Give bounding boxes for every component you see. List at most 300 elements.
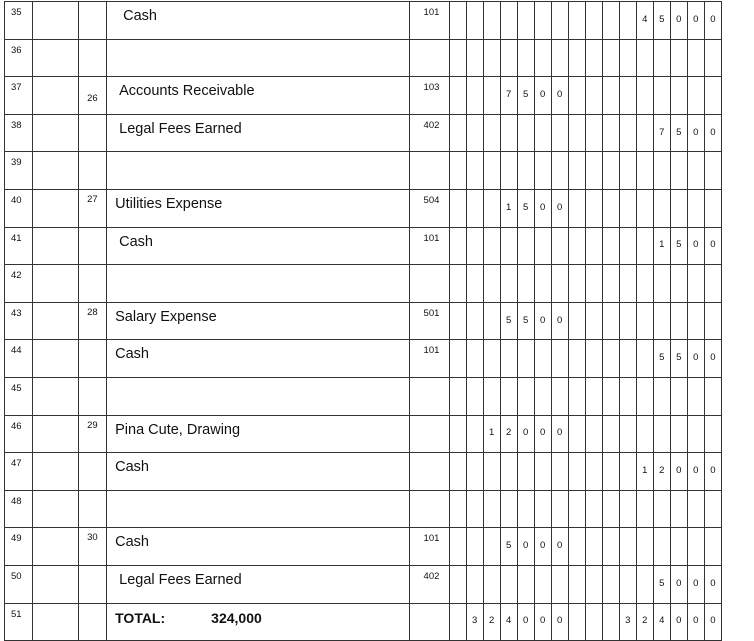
debit-digit[interactable] xyxy=(500,565,517,603)
credit-digit[interactable] xyxy=(704,114,721,152)
debit-digit[interactable] xyxy=(483,302,500,340)
debit-digit[interactable] xyxy=(517,302,534,340)
debit-digit[interactable] xyxy=(551,114,568,152)
credit-digit[interactable] xyxy=(687,603,704,641)
credit-digit[interactable] xyxy=(653,227,670,265)
credit-digit[interactable] xyxy=(653,2,670,40)
credit-digit[interactable] xyxy=(670,377,687,415)
credit-digit[interactable] xyxy=(619,189,636,227)
credit-digit[interactable] xyxy=(619,39,636,77)
credit-digit[interactable] xyxy=(602,528,619,566)
debit-digit[interactable] xyxy=(500,603,517,641)
credit-digit[interactable] xyxy=(704,152,721,190)
debit-digit[interactable] xyxy=(449,490,466,528)
credit-digit[interactable] xyxy=(602,340,619,378)
credit-digit[interactable] xyxy=(636,565,653,603)
debit-digit[interactable] xyxy=(500,415,517,453)
debit-digit[interactable] xyxy=(483,152,500,190)
credit-digit[interactable] xyxy=(653,565,670,603)
post-ref-cell[interactable]: 101 xyxy=(409,227,449,265)
debit-digit[interactable] xyxy=(483,39,500,77)
debit-digit[interactable] xyxy=(551,265,568,303)
credit-digit[interactable] xyxy=(585,415,602,453)
credit-digit[interactable] xyxy=(687,340,704,378)
debit-digit[interactable] xyxy=(534,490,551,528)
credit-digit[interactable] xyxy=(670,490,687,528)
credit-digit[interactable] xyxy=(670,415,687,453)
debit-digit[interactable] xyxy=(517,265,534,303)
credit-digit[interactable] xyxy=(585,227,602,265)
credit-digit[interactable] xyxy=(687,528,704,566)
credit-digit[interactable] xyxy=(687,377,704,415)
debit-digit[interactable] xyxy=(534,340,551,378)
debit-digit[interactable] xyxy=(551,453,568,491)
debit-digit[interactable] xyxy=(534,302,551,340)
credit-digit[interactable] xyxy=(585,152,602,190)
credit-digit[interactable] xyxy=(585,453,602,491)
debit-digit[interactable] xyxy=(466,189,483,227)
debit-digit[interactable] xyxy=(449,528,466,566)
debit-digit[interactable] xyxy=(551,377,568,415)
credit-digit[interactable] xyxy=(585,189,602,227)
debit-digit[interactable] xyxy=(449,227,466,265)
credit-digit[interactable] xyxy=(653,39,670,77)
description-cell[interactable] xyxy=(107,528,409,566)
date-cell[interactable] xyxy=(79,227,107,265)
description-cell[interactable] xyxy=(107,152,409,190)
debit-digit[interactable] xyxy=(517,152,534,190)
credit-digit[interactable] xyxy=(670,189,687,227)
date-cell[interactable] xyxy=(79,39,107,77)
debit-digit[interactable] xyxy=(534,377,551,415)
debit-digit[interactable] xyxy=(500,2,517,40)
debit-digit[interactable] xyxy=(568,152,585,190)
debit-digit[interactable] xyxy=(551,227,568,265)
credit-digit[interactable] xyxy=(585,528,602,566)
credit-digit[interactable] xyxy=(619,114,636,152)
debit-digit[interactable] xyxy=(568,340,585,378)
credit-digit[interactable] xyxy=(636,77,653,115)
post-ref-cell[interactable]: 402 xyxy=(409,565,449,603)
date-cell[interactable] xyxy=(79,114,107,152)
month-cell[interactable] xyxy=(33,265,79,303)
credit-digit[interactable] xyxy=(687,114,704,152)
debit-digit[interactable] xyxy=(483,2,500,40)
credit-digit[interactable] xyxy=(704,603,721,641)
debit-digit[interactable] xyxy=(534,453,551,491)
post-ref-cell[interactable]: 501 xyxy=(409,302,449,340)
credit-digit[interactable] xyxy=(636,227,653,265)
debit-digit[interactable] xyxy=(551,415,568,453)
credit-digit[interactable] xyxy=(687,77,704,115)
debit-digit[interactable] xyxy=(517,603,534,641)
credit-digit[interactable] xyxy=(585,565,602,603)
date-cell[interactable] xyxy=(79,340,107,378)
credit-digit[interactable] xyxy=(670,302,687,340)
credit-digit[interactable] xyxy=(670,565,687,603)
debit-digit[interactable] xyxy=(466,77,483,115)
credit-digit[interactable] xyxy=(670,227,687,265)
debit-digit[interactable] xyxy=(449,415,466,453)
debit-digit[interactable] xyxy=(449,453,466,491)
credit-digit[interactable] xyxy=(602,114,619,152)
credit-digit[interactable] xyxy=(687,453,704,491)
debit-digit[interactable] xyxy=(517,189,534,227)
post-ref-cell[interactable] xyxy=(409,415,449,453)
debit-digit[interactable] xyxy=(568,603,585,641)
debit-digit[interactable] xyxy=(466,39,483,77)
month-cell[interactable] xyxy=(33,2,79,40)
credit-digit[interactable] xyxy=(619,528,636,566)
debit-digit[interactable] xyxy=(568,114,585,152)
debit-digit[interactable] xyxy=(483,340,500,378)
post-ref-cell[interactable]: 101 xyxy=(409,2,449,40)
debit-digit[interactable] xyxy=(534,528,551,566)
credit-digit[interactable] xyxy=(653,528,670,566)
credit-digit[interactable] xyxy=(585,603,602,641)
credit-digit[interactable] xyxy=(704,453,721,491)
description-cell[interactable] xyxy=(107,77,409,115)
credit-digit[interactable] xyxy=(619,453,636,491)
credit-digit[interactable] xyxy=(687,189,704,227)
credit-digit[interactable] xyxy=(619,227,636,265)
credit-digit[interactable] xyxy=(636,603,653,641)
debit-digit[interactable] xyxy=(483,415,500,453)
credit-digit[interactable] xyxy=(687,565,704,603)
debit-digit[interactable] xyxy=(449,2,466,40)
credit-digit[interactable] xyxy=(602,603,619,641)
description-cell[interactable] xyxy=(107,265,409,303)
description-cell[interactable] xyxy=(107,490,409,528)
month-cell[interactable] xyxy=(33,415,79,453)
date-cell[interactable] xyxy=(79,528,107,566)
debit-digit[interactable] xyxy=(517,77,534,115)
credit-digit[interactable] xyxy=(602,2,619,40)
date-cell[interactable] xyxy=(79,377,107,415)
description-cell[interactable] xyxy=(107,603,409,641)
debit-digit[interactable] xyxy=(500,528,517,566)
date-cell[interactable] xyxy=(79,565,107,603)
credit-digit[interactable] xyxy=(602,39,619,77)
date-cell[interactable] xyxy=(79,453,107,491)
debit-digit[interactable] xyxy=(568,265,585,303)
debit-digit[interactable] xyxy=(449,265,466,303)
post-ref-cell[interactable] xyxy=(409,265,449,303)
debit-digit[interactable] xyxy=(568,490,585,528)
debit-digit[interactable] xyxy=(551,152,568,190)
credit-digit[interactable] xyxy=(636,528,653,566)
credit-digit[interactable] xyxy=(704,39,721,77)
credit-digit[interactable] xyxy=(602,189,619,227)
debit-digit[interactable] xyxy=(517,415,534,453)
credit-digit[interactable] xyxy=(602,302,619,340)
post-ref-cell[interactable]: 103 xyxy=(409,77,449,115)
debit-digit[interactable] xyxy=(517,114,534,152)
debit-digit[interactable] xyxy=(500,77,517,115)
debit-digit[interactable] xyxy=(534,39,551,77)
credit-digit[interactable] xyxy=(704,2,721,40)
credit-digit[interactable] xyxy=(653,490,670,528)
credit-digit[interactable] xyxy=(687,152,704,190)
month-cell[interactable] xyxy=(33,490,79,528)
credit-digit[interactable] xyxy=(619,340,636,378)
debit-digit[interactable] xyxy=(500,114,517,152)
credit-digit[interactable] xyxy=(704,227,721,265)
credit-digit[interactable] xyxy=(670,114,687,152)
post-ref-cell[interactable]: 504 xyxy=(409,189,449,227)
month-cell[interactable] xyxy=(33,377,79,415)
credit-digit[interactable] xyxy=(619,377,636,415)
credit-digit[interactable] xyxy=(585,2,602,40)
debit-digit[interactable] xyxy=(534,603,551,641)
credit-digit[interactable] xyxy=(636,415,653,453)
debit-digit[interactable] xyxy=(534,152,551,190)
debit-digit[interactable] xyxy=(534,265,551,303)
debit-digit[interactable] xyxy=(568,302,585,340)
debit-digit[interactable] xyxy=(551,603,568,641)
month-cell[interactable] xyxy=(33,603,79,641)
credit-digit[interactable] xyxy=(602,152,619,190)
debit-digit[interactable] xyxy=(466,453,483,491)
date-cell[interactable] xyxy=(79,77,107,115)
credit-digit[interactable] xyxy=(653,340,670,378)
debit-digit[interactable] xyxy=(466,302,483,340)
credit-digit[interactable] xyxy=(653,302,670,340)
debit-digit[interactable] xyxy=(517,490,534,528)
description-cell[interactable] xyxy=(107,302,409,340)
date-cell[interactable] xyxy=(79,189,107,227)
credit-digit[interactable] xyxy=(704,77,721,115)
credit-digit[interactable] xyxy=(687,265,704,303)
debit-digit[interactable] xyxy=(500,340,517,378)
credit-digit[interactable] xyxy=(602,565,619,603)
credit-digit[interactable] xyxy=(636,302,653,340)
credit-digit[interactable] xyxy=(704,189,721,227)
credit-digit[interactable] xyxy=(670,528,687,566)
debit-digit[interactable] xyxy=(534,114,551,152)
debit-digit[interactable] xyxy=(500,152,517,190)
debit-digit[interactable] xyxy=(449,302,466,340)
debit-digit[interactable] xyxy=(534,415,551,453)
debit-digit[interactable] xyxy=(568,528,585,566)
credit-digit[interactable] xyxy=(636,152,653,190)
credit-digit[interactable] xyxy=(619,415,636,453)
debit-digit[interactable] xyxy=(466,415,483,453)
credit-digit[interactable] xyxy=(585,302,602,340)
credit-digit[interactable] xyxy=(602,77,619,115)
debit-digit[interactable] xyxy=(517,565,534,603)
description-cell[interactable] xyxy=(107,565,409,603)
credit-digit[interactable] xyxy=(636,340,653,378)
credit-digit[interactable] xyxy=(602,490,619,528)
debit-digit[interactable] xyxy=(568,377,585,415)
debit-digit[interactable] xyxy=(483,114,500,152)
debit-digit[interactable] xyxy=(449,39,466,77)
credit-digit[interactable] xyxy=(585,265,602,303)
debit-digit[interactable] xyxy=(551,2,568,40)
debit-digit[interactable] xyxy=(551,340,568,378)
debit-digit[interactable] xyxy=(568,227,585,265)
debit-digit[interactable] xyxy=(551,77,568,115)
debit-digit[interactable] xyxy=(466,377,483,415)
debit-digit[interactable] xyxy=(483,377,500,415)
debit-digit[interactable] xyxy=(483,189,500,227)
date-cell[interactable] xyxy=(79,415,107,453)
debit-digit[interactable] xyxy=(517,39,534,77)
debit-digit[interactable] xyxy=(449,114,466,152)
debit-digit[interactable] xyxy=(551,302,568,340)
credit-digit[interactable] xyxy=(585,114,602,152)
credit-digit[interactable] xyxy=(636,490,653,528)
debit-digit[interactable] xyxy=(534,565,551,603)
month-cell[interactable] xyxy=(33,565,79,603)
post-ref-cell[interactable]: 101 xyxy=(409,528,449,566)
credit-digit[interactable] xyxy=(653,603,670,641)
credit-digit[interactable] xyxy=(619,302,636,340)
debit-digit[interactable] xyxy=(517,377,534,415)
credit-digit[interactable] xyxy=(602,377,619,415)
debit-digit[interactable] xyxy=(466,340,483,378)
credit-digit[interactable] xyxy=(704,415,721,453)
debit-digit[interactable] xyxy=(466,265,483,303)
debit-digit[interactable] xyxy=(534,77,551,115)
debit-digit[interactable] xyxy=(500,227,517,265)
debit-digit[interactable] xyxy=(449,377,466,415)
credit-digit[interactable] xyxy=(687,490,704,528)
description-cell[interactable] xyxy=(107,453,409,491)
month-cell[interactable] xyxy=(33,227,79,265)
credit-digit[interactable] xyxy=(704,565,721,603)
credit-digit[interactable] xyxy=(704,377,721,415)
debit-digit[interactable] xyxy=(449,152,466,190)
credit-digit[interactable] xyxy=(602,227,619,265)
month-cell[interactable] xyxy=(33,152,79,190)
credit-digit[interactable] xyxy=(653,152,670,190)
credit-digit[interactable] xyxy=(653,415,670,453)
credit-digit[interactable] xyxy=(636,39,653,77)
credit-digit[interactable] xyxy=(687,302,704,340)
debit-digit[interactable] xyxy=(568,39,585,77)
date-cell[interactable] xyxy=(79,603,107,641)
credit-digit[interactable] xyxy=(619,490,636,528)
debit-digit[interactable] xyxy=(568,565,585,603)
debit-digit[interactable] xyxy=(466,603,483,641)
debit-digit[interactable] xyxy=(466,528,483,566)
post-ref-cell[interactable] xyxy=(409,453,449,491)
debit-digit[interactable] xyxy=(466,152,483,190)
credit-digit[interactable] xyxy=(687,2,704,40)
month-cell[interactable] xyxy=(33,189,79,227)
debit-digit[interactable] xyxy=(500,189,517,227)
debit-digit[interactable] xyxy=(568,2,585,40)
post-ref-cell[interactable] xyxy=(409,152,449,190)
credit-digit[interactable] xyxy=(704,302,721,340)
month-cell[interactable] xyxy=(33,77,79,115)
credit-digit[interactable] xyxy=(636,377,653,415)
credit-digit[interactable] xyxy=(670,453,687,491)
credit-digit[interactable] xyxy=(619,603,636,641)
description-cell[interactable] xyxy=(107,377,409,415)
credit-digit[interactable] xyxy=(704,528,721,566)
debit-digit[interactable] xyxy=(568,415,585,453)
post-ref-cell[interactable]: 101 xyxy=(409,340,449,378)
debit-digit[interactable] xyxy=(483,528,500,566)
description-cell[interactable] xyxy=(107,227,409,265)
credit-digit[interactable] xyxy=(585,490,602,528)
month-cell[interactable] xyxy=(33,453,79,491)
debit-digit[interactable] xyxy=(483,77,500,115)
debit-digit[interactable] xyxy=(466,227,483,265)
debit-digit[interactable] xyxy=(500,39,517,77)
post-ref-cell[interactable] xyxy=(409,603,449,641)
debit-digit[interactable] xyxy=(449,565,466,603)
debit-digit[interactable] xyxy=(483,603,500,641)
debit-digit[interactable] xyxy=(483,565,500,603)
credit-digit[interactable] xyxy=(619,565,636,603)
debit-digit[interactable] xyxy=(551,490,568,528)
credit-digit[interactable] xyxy=(636,453,653,491)
post-ref-cell[interactable]: 402 xyxy=(409,114,449,152)
debit-digit[interactable] xyxy=(483,453,500,491)
credit-digit[interactable] xyxy=(687,415,704,453)
month-cell[interactable] xyxy=(33,340,79,378)
credit-digit[interactable] xyxy=(670,265,687,303)
month-cell[interactable] xyxy=(33,114,79,152)
credit-digit[interactable] xyxy=(619,152,636,190)
debit-digit[interactable] xyxy=(466,114,483,152)
description-cell[interactable] xyxy=(107,189,409,227)
credit-digit[interactable] xyxy=(585,39,602,77)
credit-digit[interactable] xyxy=(653,265,670,303)
credit-digit[interactable] xyxy=(670,2,687,40)
debit-digit[interactable] xyxy=(534,189,551,227)
debit-digit[interactable] xyxy=(466,490,483,528)
credit-digit[interactable] xyxy=(585,340,602,378)
credit-digit[interactable] xyxy=(653,377,670,415)
debit-digit[interactable] xyxy=(534,2,551,40)
debit-digit[interactable] xyxy=(466,2,483,40)
credit-digit[interactable] xyxy=(704,340,721,378)
debit-digit[interactable] xyxy=(517,453,534,491)
credit-digit[interactable] xyxy=(636,265,653,303)
credit-digit[interactable] xyxy=(670,77,687,115)
debit-digit[interactable] xyxy=(500,377,517,415)
credit-digit[interactable] xyxy=(670,340,687,378)
date-cell[interactable] xyxy=(79,265,107,303)
credit-digit[interactable] xyxy=(704,490,721,528)
credit-digit[interactable] xyxy=(602,265,619,303)
description-cell[interactable] xyxy=(107,2,409,40)
description-cell[interactable] xyxy=(107,415,409,453)
debit-digit[interactable] xyxy=(534,227,551,265)
debit-digit[interactable] xyxy=(568,453,585,491)
credit-digit[interactable] xyxy=(602,415,619,453)
debit-digit[interactable] xyxy=(449,77,466,115)
credit-digit[interactable] xyxy=(585,77,602,115)
credit-digit[interactable] xyxy=(619,2,636,40)
credit-digit[interactable] xyxy=(619,265,636,303)
date-cell[interactable] xyxy=(79,490,107,528)
debit-digit[interactable] xyxy=(500,453,517,491)
month-cell[interactable] xyxy=(33,528,79,566)
month-cell[interactable] xyxy=(33,39,79,77)
credit-digit[interactable] xyxy=(636,2,653,40)
date-cell[interactable] xyxy=(79,152,107,190)
debit-digit[interactable] xyxy=(449,603,466,641)
debit-digit[interactable] xyxy=(517,2,534,40)
debit-digit[interactable] xyxy=(483,227,500,265)
credit-digit[interactable] xyxy=(653,189,670,227)
